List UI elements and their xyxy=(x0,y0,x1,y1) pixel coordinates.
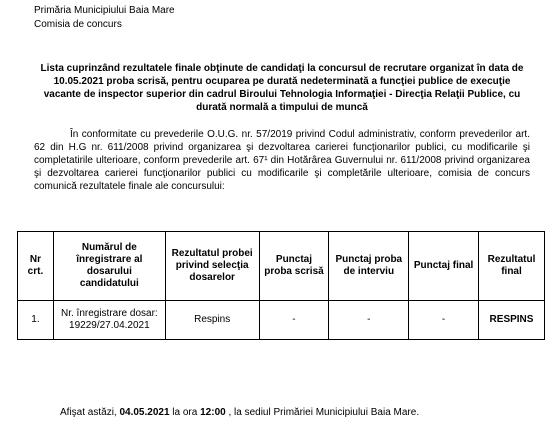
document-title: Lista cuprinzând rezultatele finale obţinute de candidaţi la concursul de recrutare organizat în data de 10.05.2021 proba scrisă, pentru ocuparea pe durată nedeterminată a funcţiei publice de execuţie vacante de inspector superior din cadrul Biroului Tehnologia Informaţiei - Direcţia Relaţii Publice, cu durată normală a timpului de muncă xyxy=(40,63,524,113)
results-table xyxy=(17,231,545,340)
header-file-selection-result: Rezultatul probei privind selecţia dosarelor xyxy=(165,232,259,301)
posting-date: 04.05.2021 xyxy=(119,407,170,418)
header-final-score: Punctaj final xyxy=(409,232,479,301)
table-row xyxy=(18,301,545,340)
cell-registration-number: Nr. înregistrare dosar: 19229/27.04.2021 xyxy=(53,301,165,340)
document-header xyxy=(34,4,175,32)
header-nr-crt: Nr crt. xyxy=(18,232,54,301)
commission-name: Comisia de concurs xyxy=(34,19,122,30)
posting-time: 12:00 xyxy=(200,407,226,418)
header-interview-score: Punctaj proba de interviu xyxy=(329,232,409,301)
cell-final-result: RESPINS xyxy=(479,301,545,340)
intro-paragraph: În conformitate cu prevederile O.U.G. nr. 57/2019 privind Codul administrativ, conform prevederilor art. 62 din H.G nr. 611/2008 privind organizarea şi dezvoltarea carierei funcţionarilor publici, cu modificarile şi completatirile ulterioare, conform prevederile art. 67¹ din Hotărârea Guvernului nr. 611/2008 privind organizarea şi dezvoltarea carierei funcţionarilor publici cu modificarile şi completările ulterioare, comisia de concurs comunică rezultatele finale ale concursului: xyxy=(34,129,530,192)
header-final-result: Rezultatul final xyxy=(479,232,545,301)
institution-name: Primăria Municipiului Baia Mare xyxy=(34,5,175,16)
footer-mid: la ora xyxy=(169,407,201,418)
cell-final-score: - xyxy=(409,301,479,340)
cell-written-score: - xyxy=(259,301,329,340)
footer-prefix: Afişat astăzi, xyxy=(60,407,120,418)
cell-interview-score: - xyxy=(329,301,409,340)
header-registration-number: Numărul de înregistrare al dosarului candidatului xyxy=(53,232,165,301)
header-written-score: Punctaj proba scrisă xyxy=(259,232,329,301)
table-header-row xyxy=(18,232,545,301)
posting-notice xyxy=(60,406,419,419)
cell-nr-crt: 1. xyxy=(18,301,54,340)
footer-suffix: , la sediul Primăriei Municipiului Baia Mare. xyxy=(225,407,420,418)
cell-file-selection-result: Respins xyxy=(165,301,259,340)
